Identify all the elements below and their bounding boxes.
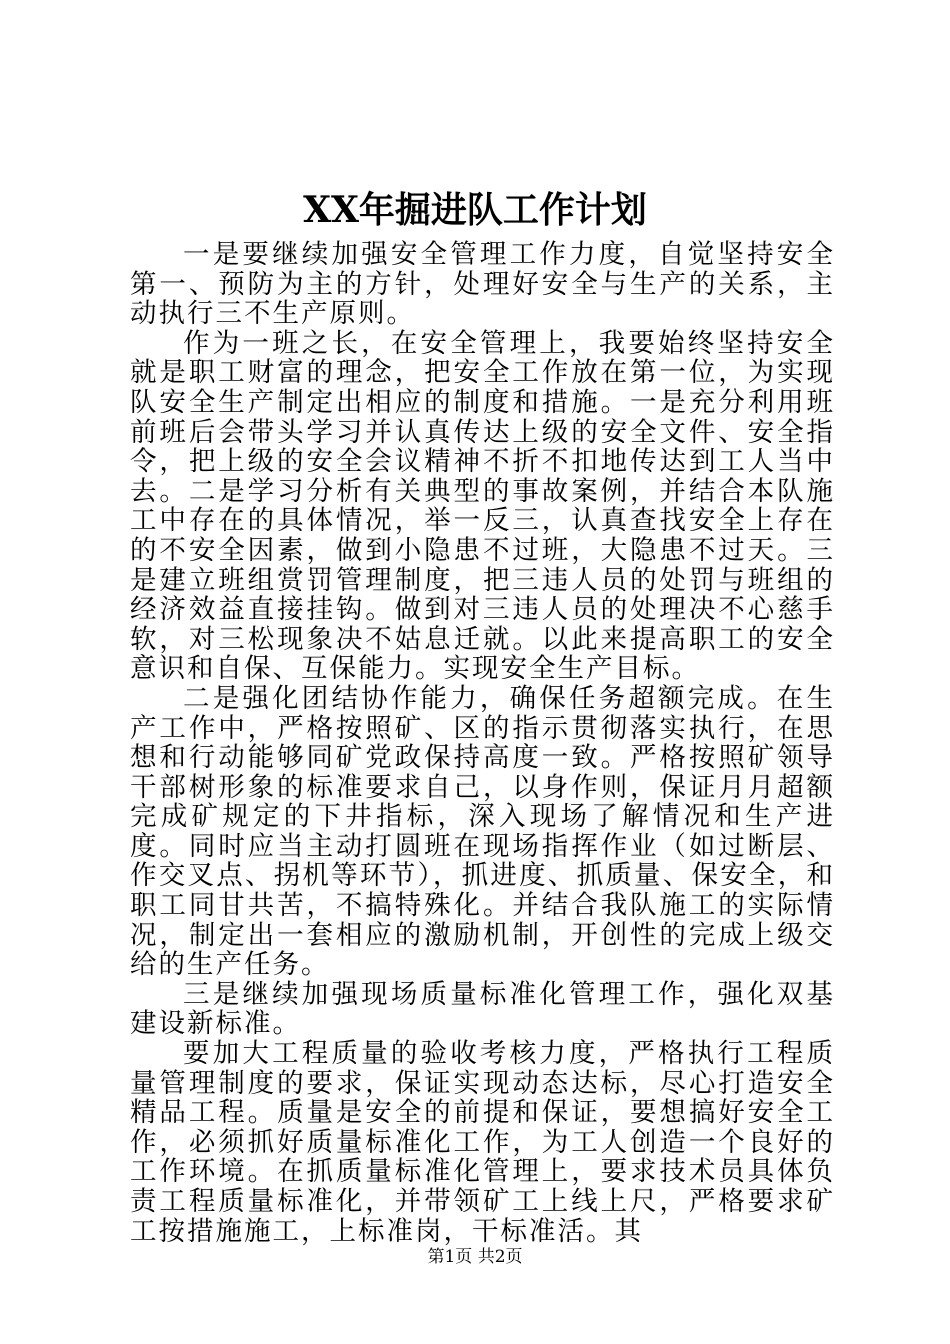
document-title: XX年掘进队工作计划 — [303, 189, 647, 231]
page-footer: 第1页 共2页 — [427, 1247, 523, 1267]
paragraph-1: 一是要继续加强安全管理工作力度，自觉坚持安全第一、预防为主的方针，处理好安全与生产的关系，主动执行三不生产原则。 — [130, 239, 835, 330]
document-body — [130, 240, 835, 1246]
paragraph-3: 二是强化团结协作能力，确保任务超额完成。在生产工作中，严格按照矿、区的指示贯彻落实执行，在思想和行动能够同矿党政保持高度一致。严格按照矿领导干部树形象的标准要求自己，以身作则，保证月月超额完成矿规定的下井指标，深入现场了解情况和生产进度。同时应当主动打圆班在现场指挥作业（如过断层、作交叉点、拐机等环节），抓进度、抓质量、保安全，和职工同甘共苦，不搞特殊化。并结合我队施工的实际情况，制定出一套相应的激励机制，开创性的完成上级交给的生产任务。 — [130, 682, 835, 981]
paragraph-2: 作为一班之长，在安全管理上，我要始终坚持安全就是职工财富的理念，把安全工作放在第一位，为实现队安全生产制定出相应的制度和措施。一是充分利用班前班后会带头学习并认真传达上级的安全文件、安全指令，把上级的安全会议精神不折不扣地传达到工人当中去。二是学习分析有关典型的事故案例，并结合本队施工中存在的具体情况，举一反三，认真查找安全上存在的不安全因素，做到小隐患不过班，大隐患不过天。三是建立班组赏罚管理制度，把三违人员的处罚与班组的经济效益直接挂钩。做到对三违人员的处理决不心慈手软，对三松现象决不姑息迁就。以此来提高职工的安全意识和自保、互保能力。实现安全生产目标。 — [130, 327, 835, 685]
paragraph-4: 三是继续加强现场质量标准化管理工作，强化双基建设新标准。 — [130, 978, 835, 1040]
paragraph-5: 要加大工程质量的验收考核力度，严格执行工程质量管理制度的要求，保证实现动态达标，尽心打造安全精品工程。质量是安全的前提和保证，要想搞好安全工作，必须抓好质量标准化工作，为工人创造一个良好的工作环境。在抓质量标准化管理上，要求技术员具体负责工程质量标准化，并带领矿工上线上尺，严格要求矿工按措施施工，上标准岗，干标准活。其 — [130, 1038, 835, 1247]
